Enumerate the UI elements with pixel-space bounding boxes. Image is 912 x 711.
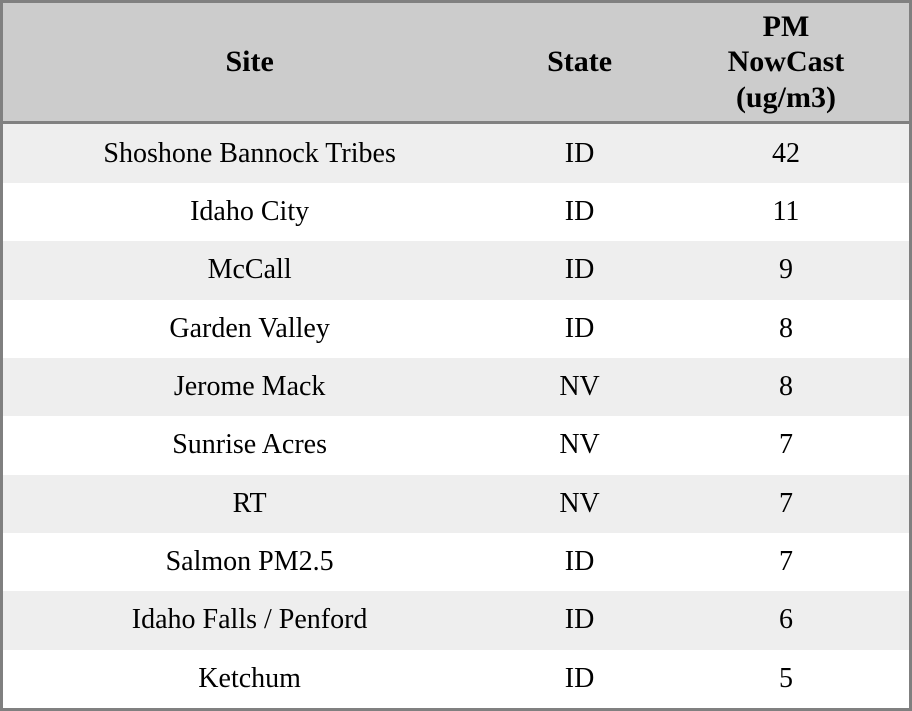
- column-header-state: [496, 3, 663, 123]
- cell-state: ID: [496, 533, 663, 591]
- cell-pm-nowcast: 9: [663, 241, 909, 299]
- cell-site: Garden Valley: [3, 300, 496, 358]
- cell-pm-nowcast: 5: [663, 650, 909, 708]
- cell-pm-nowcast: 8: [663, 300, 909, 358]
- column-header-pm-line-1: PM: [762, 10, 810, 43]
- cell-pm-nowcast: 8: [663, 358, 909, 416]
- cell-site: Salmon PM2.5: [3, 533, 496, 591]
- cell-site: Jerome Mack: [3, 358, 496, 416]
- cell-site: Sunrise Acres: [3, 416, 496, 474]
- table-row: [3, 300, 909, 358]
- cell-state: ID: [496, 183, 663, 241]
- cell-state: NV: [496, 416, 663, 474]
- cell-state: ID: [496, 591, 663, 649]
- table-header-row: [3, 3, 909, 123]
- cell-site: Ketchum: [3, 650, 496, 708]
- table-header: [3, 3, 909, 123]
- column-header-site: [3, 3, 496, 123]
- table-row: [3, 533, 909, 591]
- table-row: [3, 241, 909, 299]
- table-row: [3, 416, 909, 474]
- cell-state: NV: [496, 358, 663, 416]
- cell-site: McCall: [3, 241, 496, 299]
- cell-pm-nowcast: 7: [663, 416, 909, 474]
- column-header-pm-line-3: (ug/m3): [735, 80, 836, 114]
- cell-pm-nowcast: 6: [663, 591, 909, 649]
- table-row: [3, 591, 909, 649]
- cell-site: Idaho City: [3, 183, 496, 241]
- table-row: [3, 358, 909, 416]
- column-header-site-label: Site: [225, 45, 274, 79]
- table-row: [3, 183, 909, 241]
- column-header-pm-nowcast: [663, 3, 909, 123]
- cell-pm-nowcast: 7: [663, 475, 909, 533]
- cell-site: Idaho Falls / Penford: [3, 591, 496, 649]
- cell-pm-nowcast: 42: [663, 123, 909, 183]
- cell-state: ID: [496, 300, 663, 358]
- cell-site: Shoshone Bannock Tribes: [3, 123, 496, 183]
- cell-state: NV: [496, 475, 663, 533]
- cell-pm-nowcast: 7: [663, 533, 909, 591]
- column-header-pm-line-2: NowCast: [727, 45, 845, 79]
- table-row: [3, 475, 909, 533]
- table-row: [3, 123, 909, 183]
- cell-state: ID: [496, 123, 663, 183]
- cell-site: RT: [3, 475, 496, 533]
- table-row: [3, 650, 909, 708]
- cell-pm-nowcast: 11: [663, 183, 909, 241]
- cell-state: ID: [496, 650, 663, 708]
- air-quality-table: [3, 3, 909, 708]
- table-body: [3, 123, 909, 708]
- column-header-state-label: State: [547, 45, 613, 79]
- cell-state: ID: [496, 241, 663, 299]
